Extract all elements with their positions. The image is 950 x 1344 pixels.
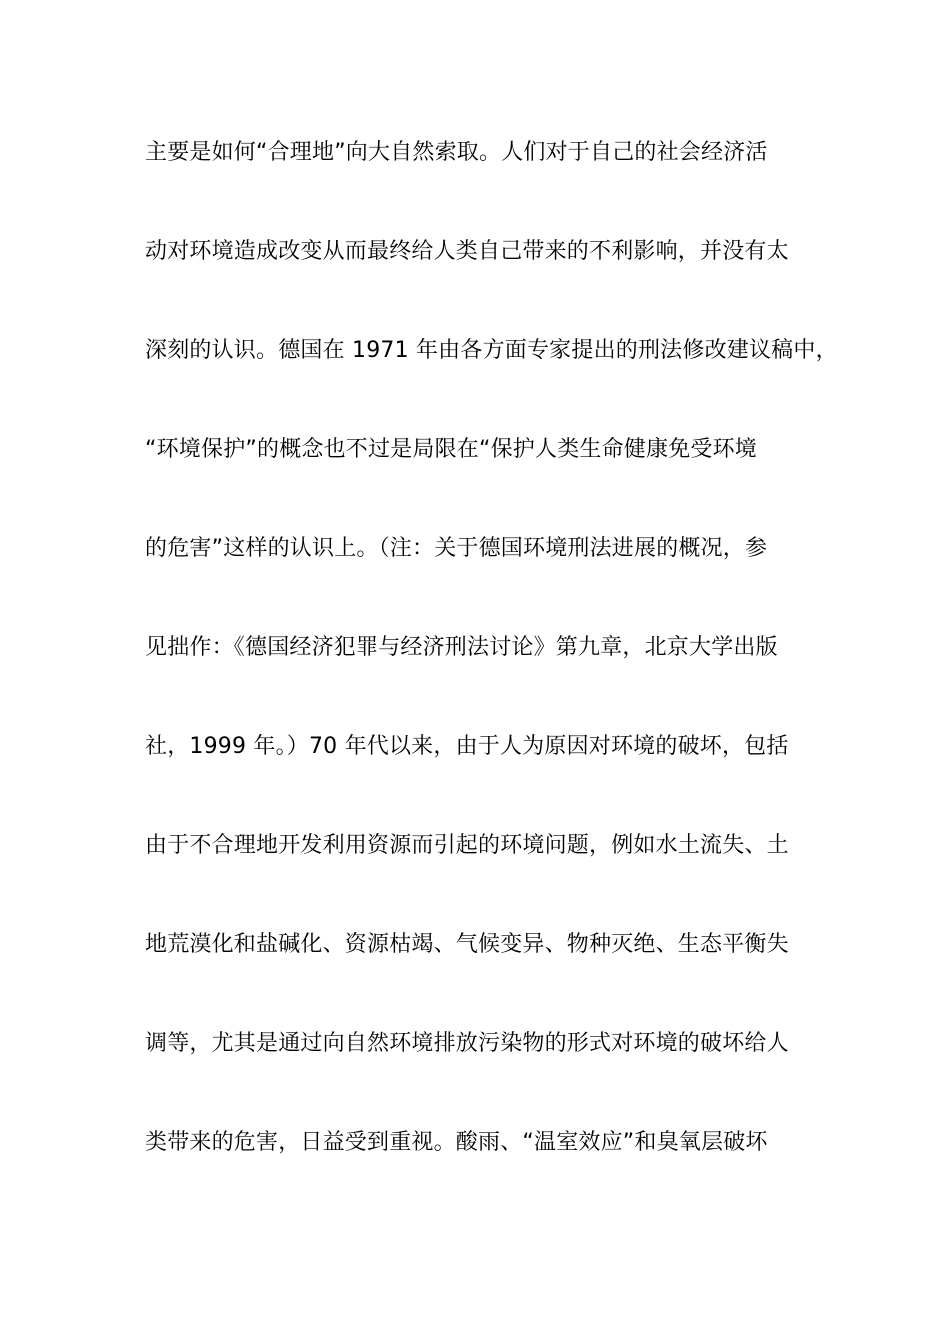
text-line: 由于不合理地开发利用资源而引起的环境问题，例如水土流失、土 [145,833,789,858]
text-line: 主要是如何“合理地”向大自然索取。人们对于自己的社会经济活 [145,140,768,165]
text-line: 见拙作：《德国经济犯罪与经济刑法讨论》第九章，北京大学出版 [145,635,778,660]
text-line: 调等，尤其是通过向自然环境排放污染物的形式对环境的破坏给人 [145,1031,789,1056]
text-line: 动对环境造成改变从而最终给人类自己带来的不利影响，并没有太 [145,239,789,264]
text-line: “环境保护”的概念也不过是局限在“保护人类生命健康免受环境 [145,437,757,462]
text-line: 社，1999 年。）70 年代以来，由于人为原因对环境的破坏，包括 [145,734,789,759]
text-line: 深刻的认识。德国在 1971 年由各方面专家提出的刑法修改建议稿中， [145,338,838,363]
text-line: 地荒漠化和盐碱化、资源枯竭、气候变异、物种灭绝、生态平衡失 [145,932,789,957]
text-line: 的危害”这样的认识上。（注：关于德国环境刑法进展的概况，参 [145,536,768,561]
text-line: 类带来的危害，日益受到重视。酸雨、“温室效应”和臭氧层破坏 [145,1130,768,1155]
